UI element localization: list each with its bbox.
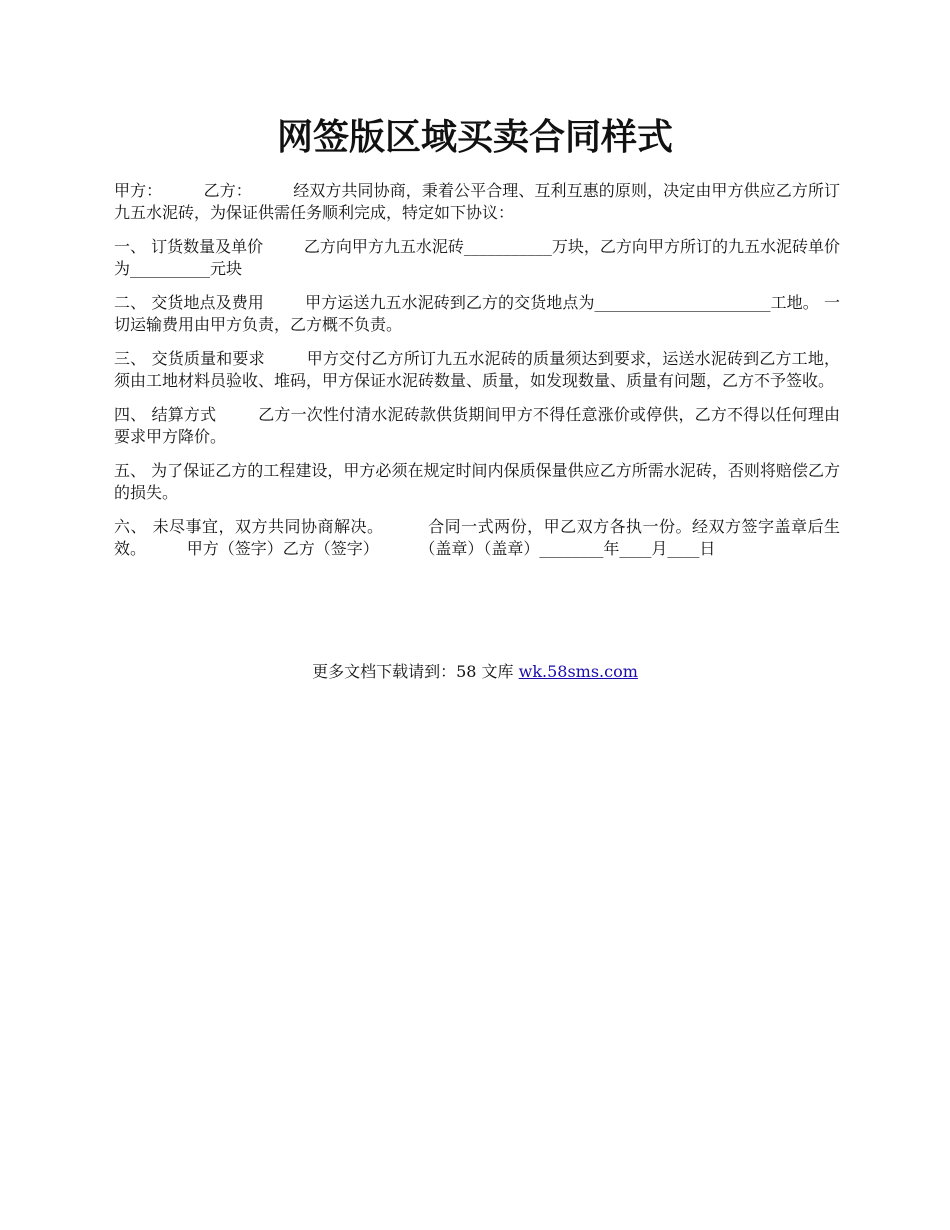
paragraph-text: 一、 订货数量及单价 乙方向甲方九五水泥砖___________万块，乙方向甲方所订的九五水泥砖单价为__________元块 <box>114 237 840 278</box>
paragraph-text: 六、 未尽事宜，双方共同协商解决。 合同一式两份，甲乙双方各执一份。经双方签字盖章后生效。 甲方（签字）乙方（签字） （盖章）（盖章）________年____月____日 <box>114 517 840 558</box>
intro-paragraph <box>114 180 840 224</box>
clause-6-signatures <box>114 516 840 560</box>
document-title: 网签版区域买卖合同样式 <box>276 116 673 158</box>
paragraph-text: 二、 交货地点及费用 甲方运送九五水泥砖到乙方的交货地点为______________________工地。 一切运输费用由甲方负责，乙方概不负责。 <box>114 293 840 334</box>
download-footer <box>0 661 950 683</box>
contract-body <box>114 180 840 572</box>
paragraph-text: 五、 为了保证乙方的工程建设，甲方必须在规定时间内保质保量供应乙方所需水泥砖，否则将赔偿乙方的损失。 <box>114 461 840 502</box>
clause-2-delivery-location <box>114 292 840 336</box>
paragraph-text: 甲方： 乙方： 经双方共同协商，秉着公平合理、互利互惠的原则，决定由甲方供应乙方所订九五水泥砖，为保证供需任务顺利完成，特定如下协议： <box>114 181 840 222</box>
paragraph-text: 四、 结算方式 乙方一次性付清水泥砖款供货期间甲方不得任意涨价或停供，乙方不得以任何理由要求甲方降价。 <box>114 405 840 446</box>
footer-link[interactable]: wk.58sms.com <box>518 662 638 681</box>
footer-prefix: 更多文档下载请到：58 文库 <box>312 662 519 681</box>
paragraph-text: 三、 交货质量和要求 甲方交付乙方所订九五水泥砖的质量须达到要求，运送水泥砖到乙方工地，须由工地材料员验收、堆码，甲方保证水泥砖数量、质量，如发现数量、质量有问题，乙方不予签收。 <box>114 349 840 390</box>
clause-5-supply-guarantee <box>114 460 840 504</box>
clause-1-quantity-price <box>114 236 840 280</box>
clause-3-quality <box>114 348 840 392</box>
clause-4-settlement <box>114 404 840 448</box>
